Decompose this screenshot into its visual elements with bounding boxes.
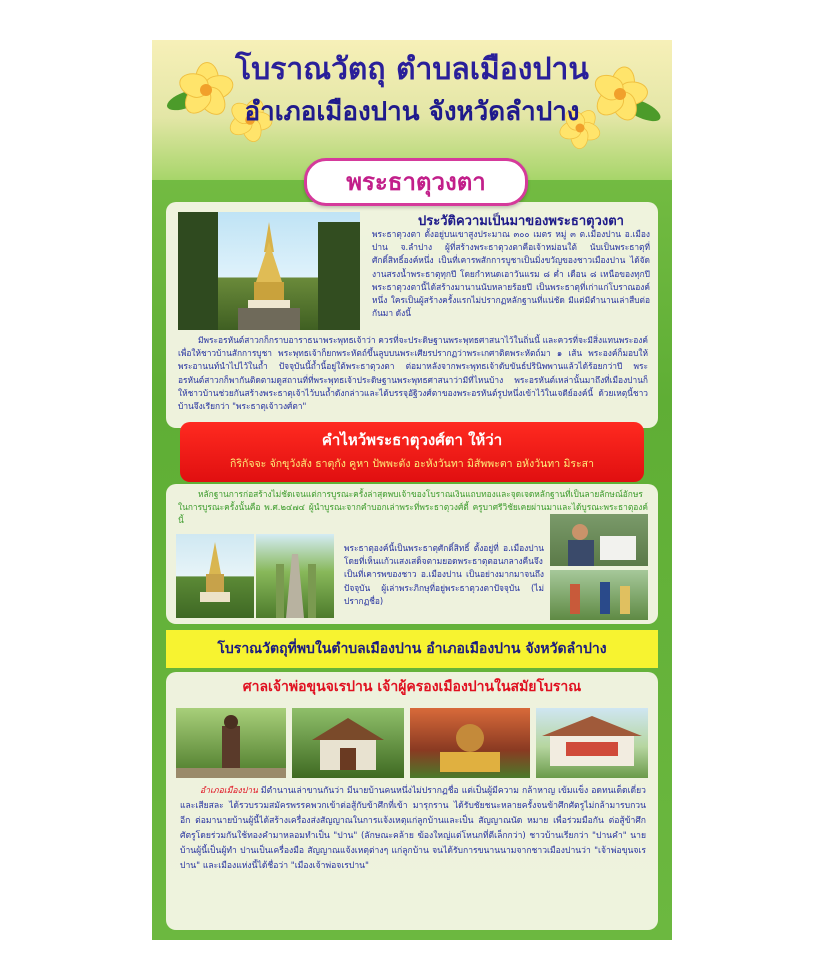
legend-story [180,784,646,924]
shrine-heading: ศาลเจ้าพ่อขุนจเรปาน เจ้าผู้ครองเมืองปานในสมัยโบราณ [242,679,582,695]
prayer-text: กิริกัจจะ จักขุวังสัง ธาตุกัง คูหา ปัพพะตัง อะหังวันทา มิสัพพะตา อหังวันทา มิระสา [230,458,594,470]
interview-photo [550,514,648,566]
history-panel [166,202,658,428]
evidence-panel [166,484,658,624]
monk-caption: พระธาตุองค์นี้เป็นพระธาตุศักดิ์สิทธิ์ ตั้งอยู่ที่ อ.เมืองปาน โดยที่เห็นแก้วแสงเสด็จตามยอดพระธาตุตอนกลางคืนจึงเป็นที่เคารพของชาว อ.เมืองปาน เป็นอย่างมากมาจนถึงปัจจุบัน ผู้เล่าพระภิกษุที่อยู่พระธาตุวงตาปัจจุบัน (ไม่ปรากฏชื่อ) [344,543,544,606]
visitors-photo [550,570,648,620]
poster-subtitle: อำเภอเมืองปาน จังหวัดลำปาง [244,97,580,127]
history-intro: พระธาตุวงตา ตั้งอยู่บนเขาสูงประมาณ ๓๐๐ เมตร หมู่ ๓ ต.เมืองปาน อ.เมืองปาน จ.ลำปาง ผู้ที่สร้างพระธาตุวงตาคือเจ้าหม่อนใต้ นับเป็นพระธาตุที่ศักดิ์สิทธิ์องค์หนึ่ง เป็นที่เคารพสักการบูชาเป็นมิ่งขวัญของชาวเมืองปาน ได้จัดงานสรงน้ำพระธาตุทุกปี โดยกำหนดเอาวันแรม ๘ ค่ำ เดือน ๘ เหนือของทุกปี พระธาตุวงตานี้ได้สร้างมานานนับหลายร้อยปี เป็นพระธาตุที่เก่าแก่โบราณองค์หนึ่ง ใครเป็นผู้สร้างครั้งแรกไม่ปรากฏหลักฐานที่แน่ชัด มีแต่มีตำนานเล่าสืบต่อกันมา ดังนี้ [372,229,650,319]
history-subtitle: ประวัติความเป็นมาของพระธาตุวงตา [418,214,624,229]
shrine-house-photo [292,708,404,778]
prayer-box [180,422,644,482]
spirit-offerings-photo [410,708,530,778]
evidence-text: หลักฐานการก่อสร้างไม่ชัดเจนแต่การบูรณะครั้งล่าสุดพบเจ้าของโบราณเงินแถบทองและจุดเจดหลักฐานที่เป็นลายลักษณ์อักษรในการบูรณะครั้งนั้นคือ พ.ศ.๒๔๗๔ ผู้นำบูรณะจากคำบอกเล่าพระที่พระธาตุวงศ์ตี้ ครูบาศรีวิชัยเคยผ่านมาและได้บูรณะพระธาตุองค์นี้ [178,489,648,526]
legend-text: มีตำนานเล่าขานกันว่า มีนายบ้านคนหนึ่งไม่ปรากฏชื่อ แต่เป็นผู้มีความ กล้าหาญ เข้มแข็ง อดทนเด็ดเดี่ยวและเสียสละ ได้รวบรวมสมัครพรรคพวกเข้าต่อสู้กับข้าศึกที่เข้า มารุกราน ได้รับชัยชนะหลายครั้งจนข้าศึกศัตรูไม่กล้ามารบกวนอีก ต่อมานายบ้านผู้นี้ได้สร้างเครื่องส่งสัญญาณในการแจ้งเหตุแก่ลูกบ้านและเป็น สัญญาณนัด หมาย เพื่อร่วมมือกัน ต่อสู้ข้าศึกศัตรูโดยร่วมกันใช้ทองคำมาหลอมทำเป็น "ปาน" (ลักษณะคล้าย ฆ้องใหญ่แต่โหนกที่ตีเล็กกว่า) ชาวบ้านเรียกว่า "ปานคำ" นายบ้านผู้นี้เป็นผู้ทำ ปานเป็นเครื่องมือ สัญญาณแจ้งเหตุต่างๆ แก่ลูกบ้าน จนได้รับการขนานนามจากชาวเมืองปานว่า "เจ้าพ่อขุนจเรปาน" และเมืองแห่งนี้ได้ชื่อว่า "เมืองเจ้าพ่อจเรปาน" [180,786,646,871]
shrine-panel [166,672,658,930]
history-legend: มีพระอรหันต์สาวกก็กราบอาราธนาพระพุทธเจ้าว่า ควรที่จะประดิษฐานพระพุทธศาสนาไว้ในถิ่นนี้ และควรที่จะมีสิ่งแทนพระองค์เพื่อให้ชาวบ้านสักการบูชา พระพุทธเจ้าก็ยกพระหัตถ์ขึ้นลูบบนพระเศียรปรากฏว่าพระเกศาติดพระหัตถ์มา ๑ เส้น พระองค์ก็มอบให้พระอานนท์นำไปไว้ในถ้ำ ปัจจุบันนี้ถ้ำนี้อยู่ใต้พระธาตุวงตา ต่อมาหลังจากพระพุทธเจ้าดับขันธ์ปรินิพพานแล้วได้ร้อยกว่าปี พระอรหันต์สาวกก็พากันติดตามดูสถานที่ที่พระพุทธเจ้าประดิษฐานพระพุทธศาสนาว่ามีที่ไหนบ้าง พระอรหันต์เหล่านั้นมาถึงที่เมืองปานก็ให้ชาวบ้านช่วยกันสร้างพระธาตุเจ้าไว้บนถ้ำดังกล่าวและได้บรรจุอัฐิวงศ์ตาของพระอรหันต์รูปหนึ่งเข้าไว้ในเจดีย์องค์นี้ ด้วยเหตุนี้ชาวบ้านจึงเรียกว่า "พระธาตุเจ้าวงศ์ตา" [178,335,648,412]
stairway-photo [256,534,334,618]
pagoda-photo [178,212,360,330]
poster [152,40,672,940]
banner-text: โบราณวัตถุที่พบในตำบลเมืองปาน อำเภอเมืองปาน จังหวัดลำปาง [217,641,607,657]
legend-lead: อำเภอเมืองปาน [200,786,258,796]
section-banner [166,630,658,668]
pavilion-photo [536,708,648,778]
prayer-title: คำไหว้พระธาตุวงศ์ตา ให้ว่า [321,431,503,449]
section-badge: พระธาตุวงตา [304,158,528,206]
shrine-statue-photo [176,708,286,778]
stupa-photo [176,534,254,618]
poster-title: โบราณวัตถุ ตำบลเมืองปาน [235,52,589,87]
